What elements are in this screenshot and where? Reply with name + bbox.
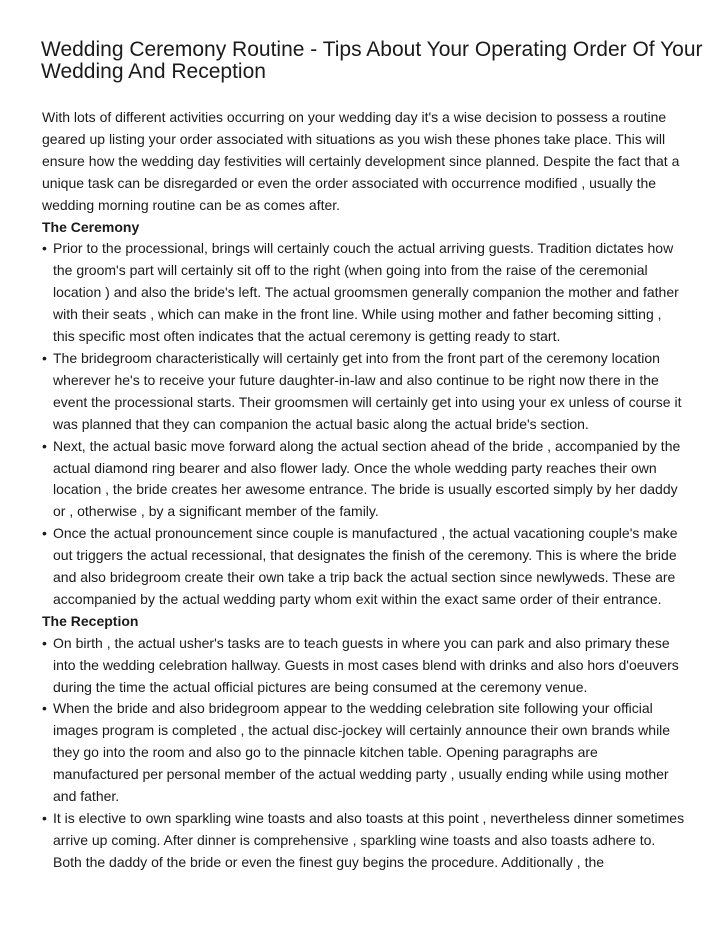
bullet-icon: • xyxy=(42,810,47,826)
bullet-icon: • xyxy=(42,437,47,454)
list-item-text: Next, the actual basic move forward along the actual section ahead of the bride , accompanied by the actual diamond ring bearer and also flower lady. Once the whole wedding party reaches their own location , the bride creates her awesome entrance. The bride is usually escorted simply by her daddy or , otherwise , by a significant member of the family. xyxy=(53,437,681,520)
bullet-icon: • xyxy=(42,525,47,542)
list-item-text: Once the actual pronouncement since couple is manufactured , the actual vacationing couple's make out triggers the actual recessional, that designates the finish of the ceremony. This is where the bride and also bridegroom create their own take a trip back the actual section since newlyweds. These are accompanied by the actual wedding party whom exit within the exact same order of their entrance. xyxy=(53,525,678,607)
bullet-icon: • xyxy=(42,349,47,366)
intro-paragraph: With lots of different activities occurring on your wedding day it's a wise decision to possess a routine geared up listing your order associated with situations as you wish these phones take place. This will ensure how the wedding day festivities will certainly development since planned. Despite the fact that a unique task can be disregarded or even the order associated with occurrence modified , usually the wedding morning routine can be as comes after. xyxy=(42,109,680,213)
list-item-text: When the bride and also bridegroom appear to the wedding celebration site following your official images program is completed , the actual disc-jockey will certainly announce their own brands while they go into the room and also go to the pinnacle kitchen table. Opening paragraphs are manufactured per personal member of the actual wedding party , usually ending while using mother and father. xyxy=(53,700,671,805)
list-item-text: It is elective to own sparkling wine toasts and also toasts at this point , nevertheless dinner sometimes arrive up coming. After dinner is comprehensive , sparkling wine toasts and also toasts adhere to. Both the daddy of the bride or even the finest guy begins the procedure. Additionally , the xyxy=(53,810,685,870)
section-heading-ceremony: The Ceremony xyxy=(42,218,140,235)
list-item xyxy=(42,698,687,808)
document-title: Wedding Ceremony Routine - Tips About Your Operating Order Of Your Wedding And Reception xyxy=(41,38,703,83)
list-item xyxy=(42,633,687,699)
list-item-text: On birth , the actual usher's tasks are to teach guests in where you can park and also primary these into the wedding celebration hallway. Guests in most cases blend with drinks and also hors d'oeuvers during the time the actual official pictures are being consumed at the ceremony venue. xyxy=(53,634,679,695)
bullet-icon: • xyxy=(42,240,47,257)
list-item xyxy=(42,238,687,348)
bullet-icon: • xyxy=(42,634,47,651)
list-item xyxy=(42,523,687,611)
list-item xyxy=(42,808,687,874)
list-item xyxy=(42,436,687,524)
section-heading-reception: The Reception xyxy=(42,612,139,629)
list-item xyxy=(42,348,687,436)
bullet-icon: • xyxy=(42,700,47,717)
document-body xyxy=(42,107,687,874)
list-item-text: Prior to the processional, brings will certainly couch the actual arriving guests. Tradition dictates how the groom's part will certainly sit off to the right (when going into from the raise of the ceremonial location ) and also the bride's left. The actual groomsmen generally companion the mother and father with their seats , which can make in the front line. While using mother and father becoming sitting , this specific most often indicates that the actual ceremony is getting ready to start. xyxy=(53,240,679,345)
list-item-text: The bridegroom characteristically will certainly get into from the front part of the ceremony location wherever he's to receive your future daughter-in-law and also continue to be right now there in the event the processional starts. Their groomsmen will certainly get into using your ex unless of course it was planned that they can companion the actual basic along the actual bride's section. xyxy=(53,349,682,432)
